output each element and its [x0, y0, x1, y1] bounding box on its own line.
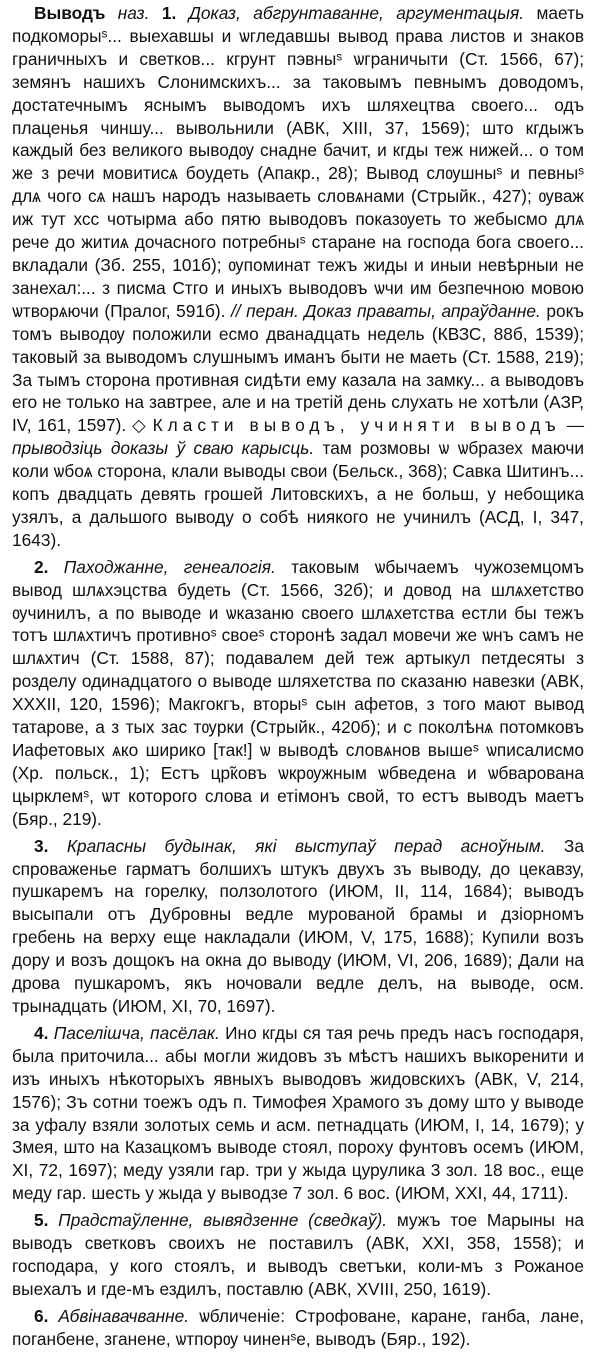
sense-number: 5. [34, 1210, 49, 1231]
phrase-gloss: — прыводзiць доказы ў сваю карысць. [12, 415, 584, 459]
sense-citations: маеть подкоморыˢ... выехавшы и ѡгледавшы вывод права листов и знаков граничныхъ и светков... кгрунт пэвныˢ ѡграничыти (Ст. 1566, 67); земянъ нашихъ Слонимскихъ... за таковымъ певнымъ доводомъ, достатечнымъ яснымъ выводомъ ихъ шляхецтва своего... одъ плаценья чиншу... вывольнили (АВК, XIII, 37, 1569); што кгдыжъ каждый без великого выводѹ снадне бачит, и кгды теж нижей... о том же з речи мовитисѧ боудеть (Апакр., 28); Вывод слѹшныˢ и певныˢ длѧ чого сѧ нашъ народъ называеть словѧнами (Стрыйк., 427); ѹваж иж тут хсс чотырма або пятю выводовъ показѹеть то жебысмо длѧ рече до житиѧ дочасного потребныˢ старане на господа бога своего... вкладали (Зб. 255, 101б); ѹпоминат тежъ жиды и иныи невѣрныи не занехал:... з писма Стго и иныхъ выводовъ ѡчи им безпечною мовою ѡтворѧючи (Пралог, 591б). [12, 3, 584, 321]
sense-number: 1. [161, 3, 177, 23]
sense-citations: таковым ѡбычаемъ чужоземцомъ вывод шлѧхэцства будеть (Ст. 1566, 32б); и довод на шлѧхетство ѹчинилъ, а по выводе и ѡказаню своего шлѧхетства естли бы тежъ тотъ шлѧхтичъ противноˢ своеˢ сторонѣ задал мовечи же ѡнъ самъ не шлѧхтич (Ст. 1588, 87); подавалем дей теж артыкул петдесяты з розделу одинадцатого о выводе шляхетства по сказаню навезки (АВК, XXXII, 120, 1596); Макгокгъ, вторыˢ сын афетов, з того мают вывод татарове, а з тых зас тѹрки (Стрыйк., 420б); и с поколѣнѧ потомковъ Иафетовых ѧко ширико [так!] ѡ выводѣ словѧнов вышеˢ ѡписалисмо (Хр. польск., 1); Естъ цр̃ковъ ѡкрѹжным ѡбведена и ѡбварована цырклемˢ, ѡт которого слова и етiмонъ свой, то естъ выводъ маетъ (Бяр., 219). [12, 556, 584, 829]
phrase-citations: там розмовы ѡ ѡбразех маючи коли ѡбоѧ сторона, клали выводы свои (Бельск., 368); Савка Шитинъ... копъ двадцать девять грошей Литовскихъ, а не больш, у небощика узялъ, а дальшого выводу о собѣ ниякого не учинилъ (АСД, I, 347, 1643). [12, 438, 584, 550]
sense-citations: ѡбличенiе: Строфоване, каранe, ганба, ланe, поганбене, зганене, ѡтпорѹ чиненˢe, выводъ (Бяр., 192). [12, 1305, 584, 1349]
sense-number: 2. [34, 556, 49, 577]
sense-gloss: Прадстаўленне, вывядзенне (сведкаў). [58, 1210, 388, 1231]
sense-4 [12, 1022, 584, 1205]
phrase-marker: ◇ [132, 415, 147, 436]
sub-sense-citations: рокъ томъ выводѹ положили есмо дванадцать недель (КВЗС, 88б, 1539); таковый за выводомъ слушнымъ иманъ быти не маеть (Ст. 1588, 219); За тымъ сторона противная сидѣти ему казала на замку... а выводовъ его не только на завтрее, але и на третiй день слухать не хотѣли (АЗР, IV, 161, 1597). [12, 300, 584, 436]
phrase-headword: Класти выводъ, учиняти выводъ [152, 415, 561, 436]
sense-6 [12, 1305, 584, 1351]
headword: Выводъ [34, 3, 106, 23]
sense-citations: За спроваженье гарматъ болшихъ штукъ двухъ зъ выводу, до цекавзу, пушкаремъ на горелку, ползолотого (ИЮМ, II, 114, 1684); выводъ высыпали отъ Дубровны ведле мурованой брамы и дзiорномъ гребень на верху еще накладали (ИЮМ, V, 175, 1688); Купили возъ дору и возъ дощокъ на окна до выводу (ИЮМ, VI, 206, 1689); Дали на дрова пушкаромъ, якъ ночовали ведле делъ, на выводе, осм. трынадцать (ИЮМ, XI, 70, 1697). [12, 835, 584, 1016]
sense-gloss: Паходжанне, генеалогiя. [63, 556, 276, 577]
part-of-speech: наз. [117, 3, 150, 23]
sense-number: 3. [34, 835, 49, 856]
sense-number: 6. [34, 1305, 49, 1326]
sense-3 [12, 835, 584, 1018]
sense-gloss: Доказ, абгрунтаванне, аргументацыя. [188, 3, 525, 23]
sense-citations: Ино кгды ся тая речь предъ насъ господаря, была приточила... абы могли жидовъ зъ мѣстъ нашихъ выкоренити и изъ иныхъ нѣкоторыхъ явныхъ выводовъ жидовскихъ (АВК, V, 214, 1576); Зъ сотни тоежъ одъ п. Тимофея Храмого зъ дому што у выводе за уфалу взяли золотых семь и асм. петнадцать (ИЮМ, I, 14, 1679); у Змея, што на Казацкомъ выводе стоял, пороху фунтовъ осемъ (ИЮМ, XI, 72, 1697); меду узяли гар. три у жыда цурулика 3 зол. 18 вос., еще меду гар. шесть у жыда у выводзе 7 зол. 6 вос. (ИЮМ, XXI, 44, 1711). [12, 1022, 584, 1204]
sense-gloss: Паселiшча, пасёлак. [53, 1022, 220, 1043]
sense-2 [12, 556, 584, 831]
sense-5 [12, 1209, 584, 1301]
sense-number: 4. [34, 1022, 49, 1043]
sense-gloss: Крапасны будынак, якi выступаў перад асноўным. [66, 835, 546, 856]
sub-sense-gloss: // перан. Доказ праваты, апраўданне. [230, 300, 541, 321]
sense-citations: мужъ тое Марыны на выводъ светковъ своихъ не поставилъ (АВК, XXI, 358, 1558); и господара, у кого стоялъ, и выводъ светъки, коли-мъ з Рожаное выехалъ и где-мъ ездилъ, поставлю (АВК, XVIII, 250, 1619). [12, 1210, 584, 1299]
sense-gloss: Абвiнавачванне. [58, 1305, 190, 1326]
sense-1 [12, 2, 584, 552]
